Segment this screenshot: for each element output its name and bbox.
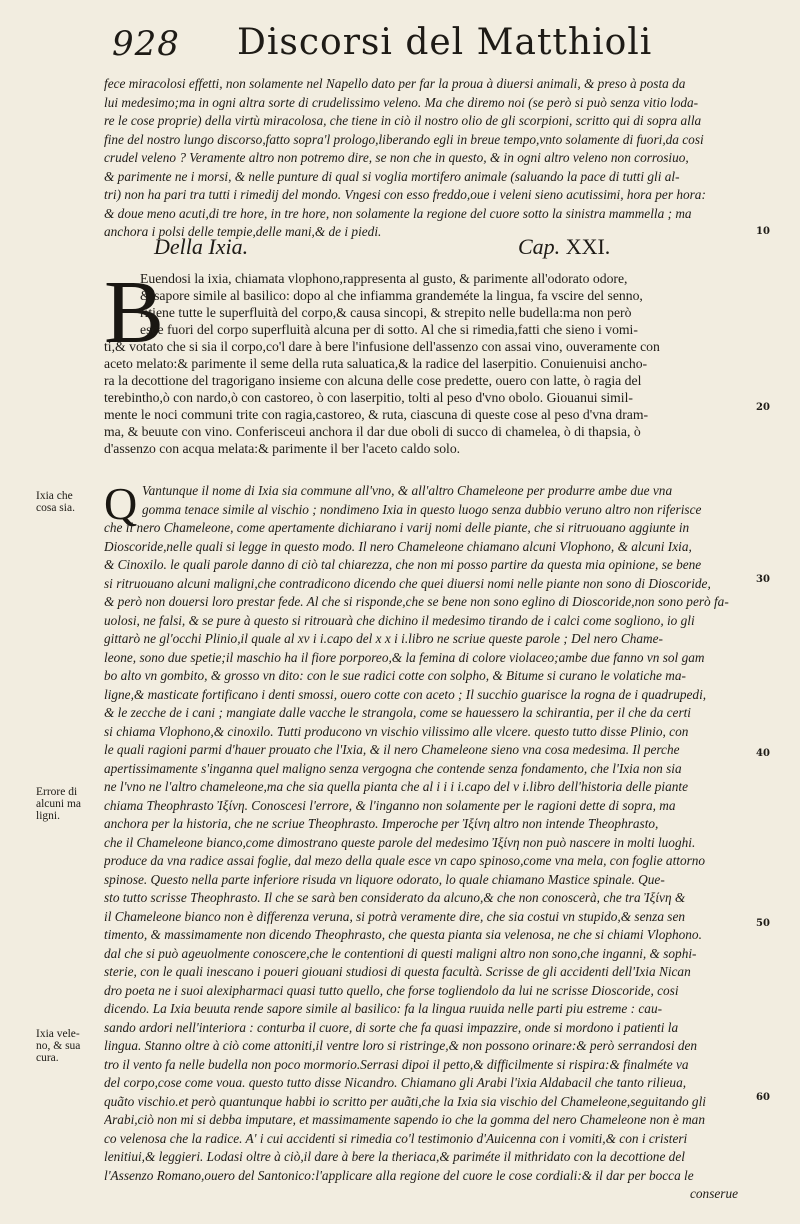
text-line: tro il vento fa nelle budella non poco mormorio.Serrasi dipoi il petto,& difficilmente si rispira:& finalméte va: [104, 1056, 689, 1072]
text-line: esce fuori del corpo superfluità alcuna per di sotto. Al che si rimedia,fatti che sieno i vomi-: [140, 322, 638, 337]
line-number: 30: [756, 574, 770, 585]
commentary-paragraph: [104, 478, 744, 1204]
text-line: re le cose proprie) della virtù miracolosa, che tiene in ciò il nostro olio de gli scorpioni, scritto qui di sopra alla: [104, 113, 702, 128]
text-line: gittarò ne gl'occhi Plinio,il quale al xv i i.capo del x x i i.libro ne scriue queste parole ; Del nero Chame-: [104, 631, 663, 646]
text-line: tri) non ha pari tra tutti i rimedij del mondo. Vngesi con esso freddo,oue i veleni sieno acutissimi, hora per hora:: [104, 187, 706, 202]
page-number: 928: [112, 24, 180, 64]
text-line: si chiama Vlophono,& cinoxilo. Tutti producono vn vischio vilissimo alle vlcere. questo tutto disse Plinio, con: [104, 723, 689, 739]
text-line: & però non douersi loro prestar fede. Al che si risponde,che se bene non sono eglino di Dioscoride,non sono però fa-: [104, 594, 729, 609]
text-line: fece miracolosi effetti, non solamente nel Napello dato per far la proua à diuersi animali, & preso à posta da: [104, 76, 686, 91]
intro-paragraph: [104, 75, 744, 242]
text-line: che il nero Chameleone, come apertamente dichiarano i varij nomi delle piante, che si ritruouano aggiunte in: [104, 520, 690, 535]
margin-note: [36, 1028, 80, 1064]
text-line: crudel veleno ? Veramente altro non potremo dire, se non che in questo, & in ogni altro veleno non corrosiuo,: [104, 150, 689, 165]
text-line: & sapore simile al basilico: dopo al che infiamma grandeméte la lingua, fa vscire del senno,: [140, 288, 643, 303]
chapter-heading: [104, 234, 744, 264]
chapter-number: [518, 234, 610, 260]
margin-note-line: ligni.: [36, 810, 60, 822]
text-line: ligne,& masticate fortificano i denti smossi, ouero cotte con aceto ; Il succhio guarisce la rogna de i quadrupedi,: [104, 686, 707, 702]
text-line: anchora i polsi delle tempie,delle mani,& de i piedi.: [104, 224, 382, 239]
text-line: ritiene tutte le superfluità del corpo,& causa sincopi, & strepito nelle budella:ma non però: [140, 305, 632, 320]
margin-note: [36, 786, 81, 822]
margin-note-line: cosa sia.: [36, 502, 75, 514]
line-number: 40: [756, 748, 770, 759]
chapter-number-value: XXI.: [565, 234, 611, 259]
text-line: sando ardori nell'interiora : conturba il cuore, di sorte che fa quasi impazzire, onde si mordono i patienti la: [104, 1019, 679, 1035]
text-line: & parimente ne i morsi, & nelle punture di qual si voglia mortifero animale (saluando la pace di tutti gli al-: [104, 168, 680, 184]
text-line: quãto vischio.et però quantunque habbi io scritto per auãti,che la Ixia sia vischio del Chameleone,seguitando gli: [104, 1093, 706, 1109]
text-line: si ritruouano alcuni maligni,che contradicono dicendo che quei diuersi nomi nelle piante non sono di Dioscoride,: [104, 575, 711, 591]
text-line: timento, & massimamente non dicendo Theophrasto, che questa pianta sia velenosa, ne che si chiami Vlophono.: [104, 927, 702, 942]
text-line: anchora per la historia, che ne scriue Theophrasto. Imperoche per Ἰξίνη altro non intende Theophrasto,: [104, 816, 659, 831]
text-line: fine del nostro lungo discorso,fatto sopra'l prologo,liberando egli in breue tempo,vnto solamente di fuori,da cosi: [104, 131, 704, 147]
text-line: le quali ragioni parmi d'hauer prouato che l'Ixia, & il nero Chameleone sieno vna cosa medesima. Il perche: [104, 742, 680, 757]
running-title: Discorsi del Matthioli: [237, 22, 653, 63]
text-line: lui medesimo;ma in ogni altra sorte di crudelissimo veleno. Ma che diremo noi (se però si può senza vitio loda-: [104, 94, 699, 110]
drop-cap-q: Q: [104, 478, 138, 529]
text-line: Arabi,ciò non mi si debba imputare, et massimamente sapendo io che la gomma del nero Chameleone non è man: [104, 1112, 705, 1127]
drop-cap-b: B: [104, 263, 165, 362]
text-line: che il Chameleone bianco,come dimostrano queste parole del medesimo Ἰξίνη non può nascere in molti luoghi.: [104, 834, 696, 850]
text-line: dro poeta ne i suoi alexipharmaci quasi tutto quello, che forse togliendolo da lui ne scrisse Dioscoride, cosi: [104, 982, 679, 998]
text-line: dicendo. La Ixia beuuta rende sapore simile al basilico: fa la lingua ruuida nelle parti piu estreme : cau-: [104, 1001, 663, 1016]
text-line: l'Assenzo Romano,ouero del Santonico:l'applicare alla regione del cuore le cose cordiali:& il dar per bocca le: [104, 1167, 694, 1183]
text-line: il Chameleone bianco non è differenza veruna, si potrà veramente dire, che sia costui vn stupido,& senza sen: [104, 908, 686, 924]
text-line: uolosi, ne falsi, & se pure à questo si ritrouarà che dichino il medesimo tirando de i calci come sogliono, io gli: [104, 612, 695, 628]
line-number: 20: [756, 402, 770, 413]
chapter-body-paragraph: [104, 263, 744, 457]
text-line: aceto melato:& parimente il seme della ruta saluatica,& la radice del laserpitio. Conuienuisi ancho-: [104, 356, 648, 371]
text-line: lingua. Stanno oltre à ciò come attoniti,il ventre loro si ristringe,& non possono orinare:& però serrandosi den: [104, 1038, 698, 1053]
text-line: dal che si può ageuolmente conoscere,che le contentioni di questi maligni altro non sono,che inganni, & sophi-: [104, 945, 697, 961]
text-line: produce da vna radice assai foglie, dal mezo della quale esce vn capo spinoso,come vna mela, con foglie attorno: [104, 853, 706, 868]
chapter-title: Della Ixia.: [154, 234, 249, 259]
margin-note-line: Ixia vele-: [36, 1028, 80, 1040]
line-number: 60: [756, 1092, 770, 1103]
text-line: Vantunque il nome di Ixia sia commune all'vno, & all'altro Chameleone per produrre ambe due vna: [142, 483, 673, 498]
margin-note: [36, 490, 75, 514]
text-line: ne l'vno ne l'altro chameleone,ma che sia quella pianta che al i i i i.capo del v i.libro dell'historia delle piante: [104, 779, 688, 794]
text-line: chiama Theophrasto Ἰξίνη. Conoscesi l'errore, & l'inganno non solamente per le ragioni dette di sopra, ma: [104, 797, 676, 813]
text-line: sterie, con le quali inescano i poueri giouani studiosi di questa facultà. Scrisse de gli accidenti dell'Ixia Nican: [104, 964, 691, 979]
text-line: co velenosa che la radice. A' i cui accidenti si rimedia co'l testimonio d'Auicenna con i vomiti,& con i cristeri: [104, 1130, 688, 1146]
text-line: ma, & beuute con vino. Conferisceui anchora il dar due oboli di succo di chamelea, ò di thapsia, ò: [104, 424, 641, 439]
text-line: spinose. Questo nella parte inferiore risuda vn liquore odorato, lo quale chiamano Mastice spinale. Que-: [104, 871, 665, 887]
text-line: & Cinoxilo. le quali parole danno di ciò tal chiarezza, che non mi posso partire da questa mia opinione, se bene: [104, 557, 702, 572]
text-line: d'assenzo con acqua melata:& parimente il ber l'aceto caldo solo.: [104, 441, 461, 456]
text-line: Euendosi la ixia, chiamata vlophono,rappresenta al gusto, & parimente all'odorato odore,: [140, 271, 628, 286]
text-line: ti,& votato che si sia il corpo,co'l dare à bere l'infusione dell'assenzo con assai vino, ouveramente con: [104, 339, 660, 354]
line-number: 10: [756, 226, 770, 237]
text-line: ra la decottione del tragorigano insieme con alcuna delle cose predette, ouero con latte, ò ragia del: [104, 373, 642, 388]
margin-note-line: Ixia che: [36, 490, 73, 502]
text-line: leone, sono due spetie;il maschio ha il fiore porporeo,& la femina di colore violaceo;ambe due fanno vn sol gam: [104, 649, 705, 665]
text-line: terebintho,ò con nardo,ò con castoreo, ò con laserpitio, tolti al peso d'vno obolo. Giouanui simil-: [104, 390, 633, 405]
margin-note-line: no, & sua: [36, 1040, 81, 1052]
margin-note-line: cura.: [36, 1052, 59, 1064]
chapter-number-label: Cap.: [518, 234, 561, 259]
catchword: conserue: [690, 1186, 738, 1201]
text-line: sto tutto scrisse Theophrasto. Il che se sarà ben considerato da alcuno,& che non conoscerà, che tra Ἰξίνη &: [104, 890, 686, 905]
line-number: 50: [756, 918, 770, 929]
text-line: del corpo,cose come voua. questo tutto disse Nicandro. Chiamano gli Arabi l'ixia Aldabacil che tanto rilieua,: [104, 1075, 687, 1090]
text-line: gomma tenace simile al vischio ; nondimeno Ixia in questo luogo senza dubbio veruno altro non riferisce: [142, 501, 702, 517]
text-line: Dioscoride,nelle quali si legge in questo modo. Il nero Chameleone chiamano alcuni Vlophono, & alcuni Ixia,: [104, 538, 692, 554]
text-line: apertissimamente s'inganna quel maligno senza vergogna che contende senza fondamento, che l'Ixia non sia: [104, 760, 682, 776]
margin-note-line: alcuni ma: [36, 798, 82, 810]
text-line: lenitiui,& leggieri. Lodasi oltre à ciò,il dare à bere la theriaca,& pariméte il mithridato con la decottione del: [104, 1149, 685, 1164]
text-line: & doue meno acuti,di tre hore, in tre hore, non solamente la regione del cuore sotto la sinistra mammella ; ma: [104, 205, 692, 221]
text-line: bo alto vn gombito, & grosso vn dito: con le sue radici cotte con solpho, & Bitume si curano le volatiche ma-: [104, 668, 686, 683]
text-line: & le zecche de i cani ; mangiate dalle vacche le strangola, come se hauessero la schirantia, per il che da certi: [104, 705, 692, 720]
text-line: mente le noci communi trite con ragia,castoreo, & ruta, ciascuna di queste cose al peso d'vna dram-: [104, 407, 649, 422]
page-header: [112, 22, 742, 72]
margin-note-line: Errore di: [36, 786, 78, 798]
